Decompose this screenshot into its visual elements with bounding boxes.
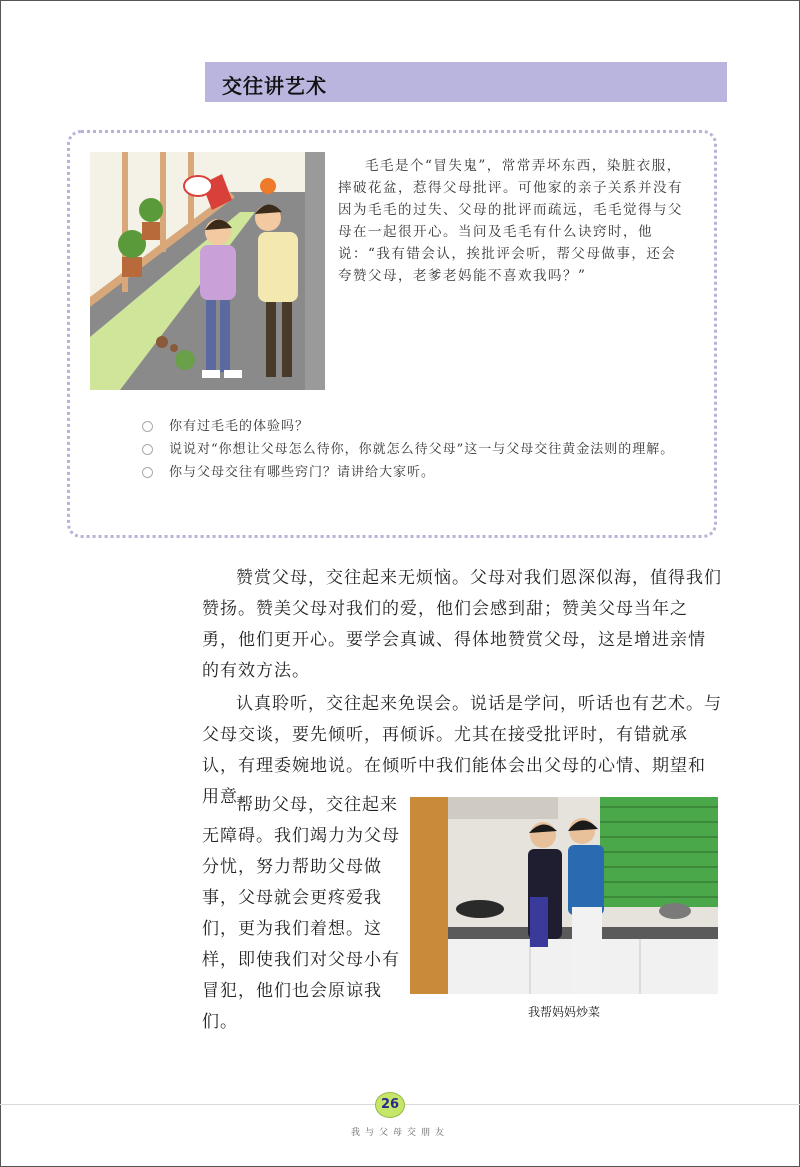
body-paragraph: 认真聆听，交往起来免误会。说话是学问，听话也有艺术。与父母交谈，要先倾听，再倾诉。尤其在接受批评时，有错就承认，有理委婉地说。在倾听中我们能体会出父母的心情、期望和用意。 xyxy=(202,694,722,807)
discussion-questions xyxy=(110,416,695,485)
photo-caption: 我帮妈妈炒菜 xyxy=(527,1005,600,1019)
body-paragraph: 赞赏父母，交往起来无烦恼。父母对我们恩深似海，值得我们赞扬。赞美父母对我们的爱，他们会感到甜；赞美父母当年之勇，他们更开心。要学会真诚、得体地赞赏父母，这是增进亲情的有效方法。 xyxy=(202,568,722,681)
page-number: 26 xyxy=(375,1092,405,1118)
body-paragraph-help: 帮助父母，交往起来无障碍。我们竭力为父母分忧，努力帮助父母做事，父母就会更疼爱我们，更为我们着想。这样，即使我们对父母小有冒犯，他们也会原谅我们。 xyxy=(202,795,400,1032)
story-text: 毛毛是个“冒失鬼”，常常弄坏东西，染脏衣服，摔破花盆，惹得父母批评。可他家的亲子关系并没有因为毛毛的过失、父母的批评而疏远，毛毛觉得与父母在一起很开心。当问及毛毛有什么诀窍时，他说：“我有错会认，挨批评会听，帮父母做事，还会夸赞父母，老爹老妈能不喜欢我吗？” xyxy=(338,158,683,284)
book-title-footer: 我与父母交朋友 xyxy=(350,1128,449,1138)
question-item: 说说对“你想让父母怎么待你，你就怎么待父母”这一与父母交往黄金法则的理解。 xyxy=(110,439,695,461)
kitchen-photo xyxy=(410,797,718,994)
question-item: 你与父母交往有哪些窍门？请讲给大家听。 xyxy=(110,462,695,484)
body-text xyxy=(202,563,722,815)
question-item: 你有过毛毛的体验吗？ xyxy=(110,416,695,438)
cartoon-illustration xyxy=(90,152,325,390)
circle-bullet-icon xyxy=(142,444,153,455)
section-title: 交往讲艺术 xyxy=(222,74,327,98)
circle-bullet-icon xyxy=(142,467,153,478)
circle-bullet-icon xyxy=(142,421,153,432)
